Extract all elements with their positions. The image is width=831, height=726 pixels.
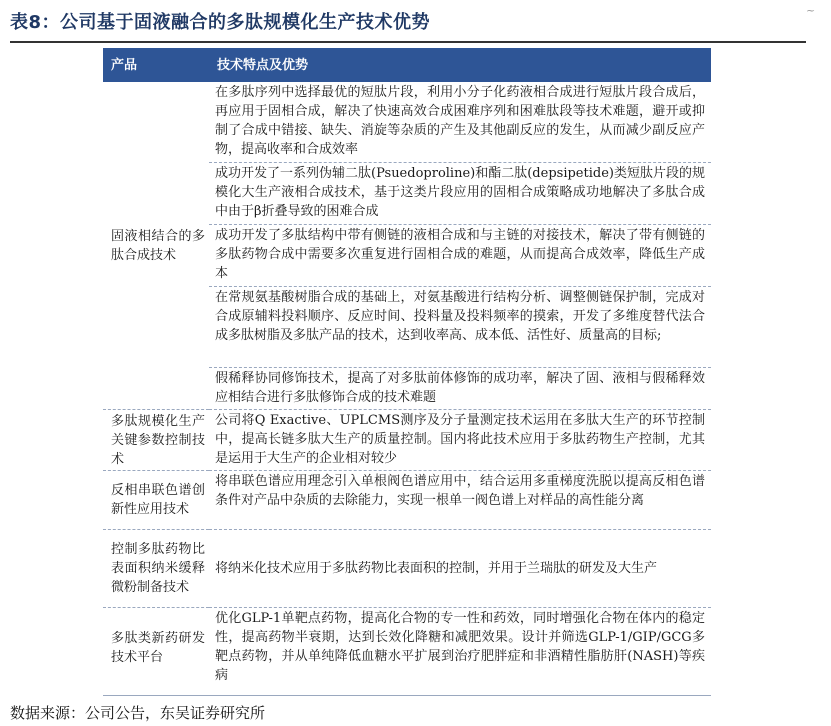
- source-note: 数据来源：公司公告，东吴证券研究所: [10, 704, 266, 722]
- product-cell: 反相串联色谱创新性应用技术: [103, 471, 209, 530]
- header-features: 技术特点及优势: [209, 48, 711, 82]
- table-row: [103, 471, 711, 530]
- product-cell: 多肽类新药研发技术平台: [103, 608, 209, 688]
- table-title: 表8：公司基于固液融合的多肽规模化生产技术优势: [10, 12, 431, 33]
- table-header-row: [103, 48, 711, 82]
- feature-cell: 成功开发了多肽结构中带有侧链的液相合成和与主链的对接技术，解决了带有侧链的多肽药物合成中需要多次重复进行固相合成的难题，从而提高合成效率，降低生产成本: [209, 225, 711, 287]
- feature-cell: 优化GLP-1单靶点药物，提高化合物的专一性和药效，同时增强化合物在体内的稳定性，提高药物半衰期，达到长效化降糖和减肥效果。设计并筛选GLP-1/GIP/GCG多靶点药物，并从单纯降低血糖水平扩展到治疗肥胖症和非酒精性脂肪肝(NASH)等疾病: [209, 608, 711, 688]
- feature-cell: 成功开发了一系列伪辅二肽(Psuedoproline)和酯二肽(depsipetide)类短肽片段的规模化大生产液相合成技术，基于这类片段应用的固相合成策略成功地解决了多肽合成中由于β折叠导致的困难合成: [209, 163, 711, 225]
- feature-cell: 将串联色谱应用理念引入单根阀色谱应用中，结合运用多重梯度洗脱以提高反相色谱条件对产品中杂质的去除能力，实现一根单一阀色谱上对样品的高性能分离: [209, 471, 711, 530]
- product-cell: 多肽规模化生产关键参数控制技术: [103, 410, 209, 471]
- table-row: [103, 410, 711, 471]
- header-product: 产品: [103, 48, 209, 82]
- feature-cell: 公司将Q Exactive、UPLCMS测序及分子量测定技术运用在多肽大生产的环节控制中，提高长链多肽大生产的质量控制。国内将此技术应用于多肽药物生产控制，尤其是运用于大生产的企业相对较少: [209, 410, 711, 471]
- table-row: [103, 82, 711, 163]
- feature-cell: 将纳米化技术应用于多肽药物比表面积的控制，并用于兰瑞肽的研发及大生产: [209, 530, 711, 608]
- product-cell: 固液相结合的多肽合成技术: [111, 228, 205, 263]
- table-row: [103, 530, 711, 608]
- product-cell: 控制多肽药物比表面积纳米缓释微粉制备技术: [103, 530, 209, 608]
- tech-advantage-table: [103, 48, 711, 687]
- table-bottom-rule: [103, 695, 711, 696]
- feature-cell: 假稀释协同修饰技术，提高了对多肽前体修饰的成功率，解决了固、液相与假稀释效应相结合进行多肽修饰合成的技术难题: [209, 368, 711, 410]
- feature-cell: 在多肽序列中选择最优的短肽片段，利用小分子化药液相合成进行短肽片段合成后，再应用于固相合成，解决了快速高效合成困难序列和困难肽段等技术难题，避开或抑制了合成中错接、缺失、消旋等杂质的产生及其他副反应的发生，从而减少副反应产物，提高收率和合成效率: [215, 85, 705, 157]
- title-rule: [10, 41, 806, 43]
- feature-cell: 在常规氨基酸树脂合成的基础上，对氨基酸进行结构分析、调整侧链保护制，完成对合成原辅料投料顺序、反应时间、投料量及投料频率的摸索，开发了多维度替代法合成多肽树脂及多肽产品的技术，达到收率高、成本低、活性好、质量高的目标;: [209, 287, 711, 368]
- corner-mark: ~: [806, 4, 816, 17]
- table-row: [103, 608, 711, 688]
